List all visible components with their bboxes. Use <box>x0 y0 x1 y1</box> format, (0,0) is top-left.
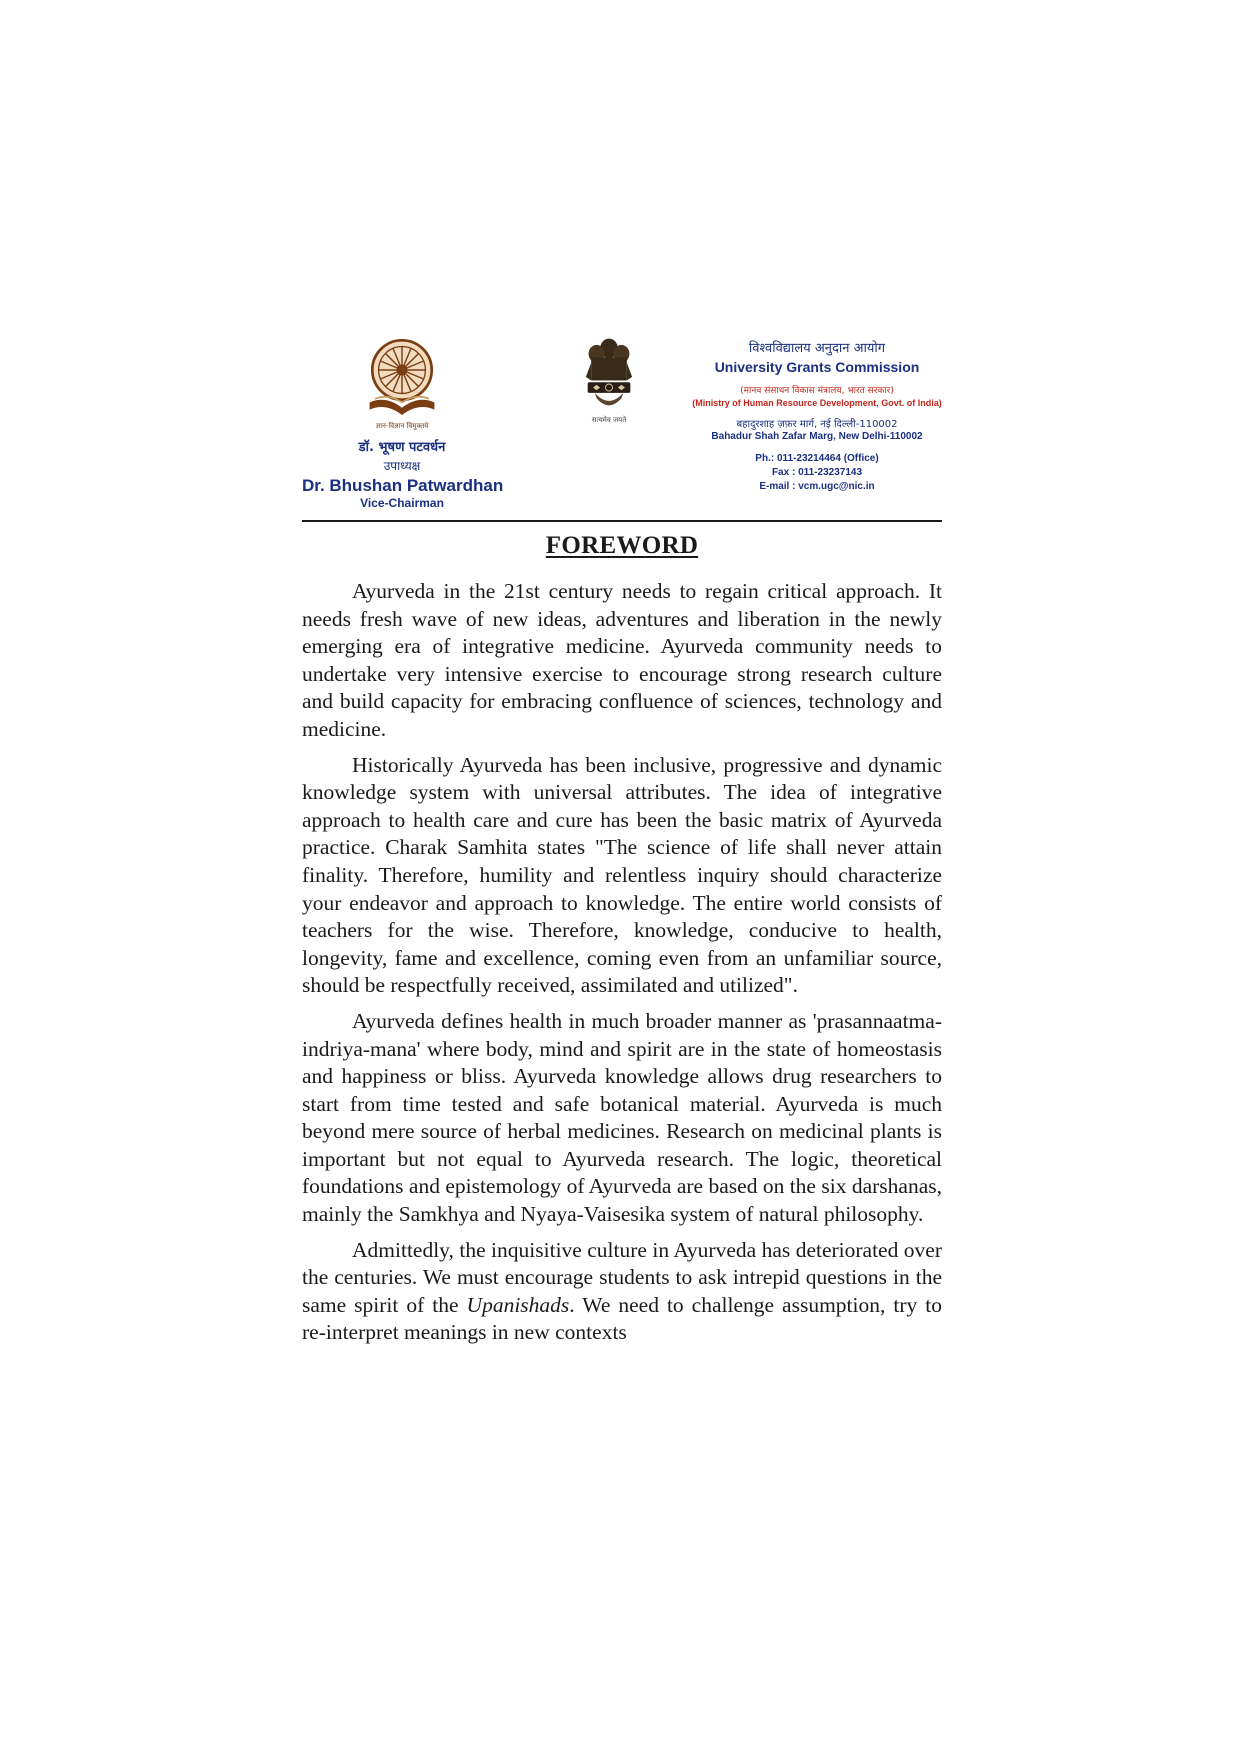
upanishads-term: Upanishads <box>466 1292 570 1317</box>
foreword-paragraph-1: Ayurveda in the 21st century needs to regain critical approach. It needs fresh wave of new ideas, adventures and liberation in the newly emerging era of integrative medicine. Ayurveda community needs to undertake very intensive exercise to encourage strong research culture and build capacity for embracing confluence of sciences, technology and medicine. <box>302 579 942 741</box>
vice-chairman-title-hindi: उपाध्यक्ष <box>383 459 421 473</box>
ugc-logo-motto: ज्ञान-विज्ञान विमुक्तये <box>375 422 429 430</box>
phone-number: Ph.: 011-23214464 (Office) <box>755 453 879 464</box>
ministry-english: (Ministry of Human Resource Development, Govt. of India) <box>692 398 942 408</box>
foreword-paragraph-4 <box>302 1237 942 1347</box>
foreword-paragraph-3: Ayurveda defines health in much broader manner as 'prasannaatma-indriya-mana' where body, mind and spirit are in the state of homeostasis and happiness or bliss. Ayurveda knowledge allows drug researchers to start from time tested and safe botanical material. Ayurveda is much beyond mere source of herbal medicines. Research on medicinal plants is important but not equal to Ayurveda research. The logic, theoretical foundations and epistemology of Ayurveda are based on the six darshanas, mainly the Samkhya and Nyaya-Vaisesika system of natural philosophy. <box>302 1008 942 1227</box>
address-hindi: बहादुरशाह ज़फ़र मार्ग, नई दिल्ली-110002 <box>736 419 898 430</box>
vice-chairman-block <box>302 330 502 510</box>
letterhead <box>302 330 942 520</box>
national-emblem-block <box>574 336 644 425</box>
foreword-paragraph-2: Historically Ayurveda has been inclusive, progressive and dynamic knowledge system with universal attributes. The idea of integrative approach to health care and cure has been the basic matrix of Ayurveda practice. Charak Samhita states "The science of life shall never attain finality. Therefore, humility and relentless inquiry should characterize your endeavor and approach to knowledge. The entire world consists of teachers for the wise. Therefore, knowledge, conducive to health, longevity, fame and excellence, coming even from an unfamiliar source, should be respectfully received, assimilated and utilized". <box>302 752 942 998</box>
ugc-address-block <box>692 338 942 494</box>
foreword-body <box>302 578 942 1355</box>
organization-name-hindi: विश्वविद्यालय अनुदान आयोग <box>748 341 886 356</box>
vice-chairman-name: Dr. Bhushan Patwardhan <box>302 476 504 495</box>
paragraph-4-text-end: . We need to challenge assumption, try to re-interpret meanings in new contexts <box>302 1292 942 1345</box>
email-address: E-mail : vcm.ugc@nic.in <box>759 481 875 492</box>
organization-name: University Grants Commission <box>714 359 920 375</box>
letterhead-divider <box>302 520 942 522</box>
vice-chairman-name-hindi: डॉ. भूषण पटवर्धन <box>358 440 446 455</box>
emblem-motto: सत्यमेव जयते <box>591 416 627 424</box>
ugc-logo-icon <box>357 334 447 424</box>
foreword-heading: FOREWORD <box>545 532 699 559</box>
paragraph-4-text-start: Admittedly, the inquisitive culture in Ayurveda has deteriorated over the centuries. We must encourage students to ask intrepid questions in the same spirit of the <box>302 1237 942 1317</box>
vice-chairman-title: Vice-Chairman <box>360 496 444 510</box>
national-emblem-icon <box>582 336 636 416</box>
ministry-hindi: (मानव संसाधन विकास मंत्रालय, भारत सरकार) <box>740 386 894 396</box>
fax-number: Fax : 011-23237143 <box>771 467 863 478</box>
address-english: Bahadur Shah Zafar Marg, New Delhi-110002 <box>711 431 923 442</box>
